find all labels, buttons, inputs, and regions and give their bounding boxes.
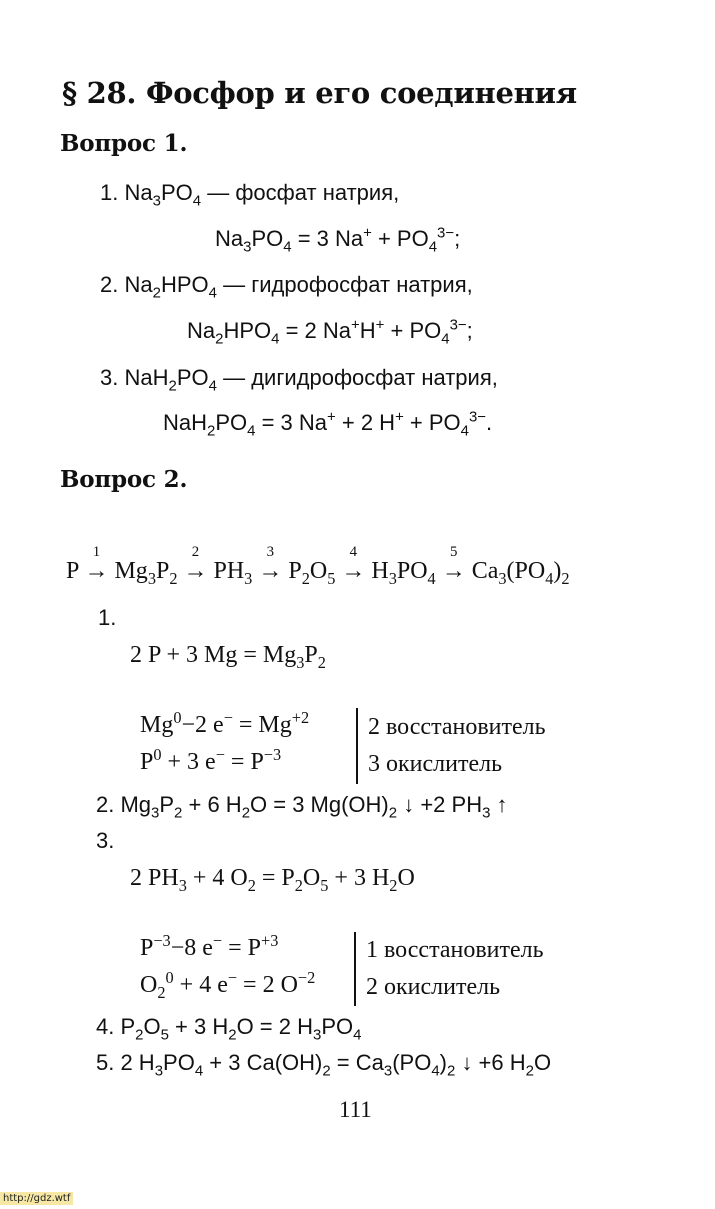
balance-1-divider [356, 708, 358, 784]
q1-item-1-formula: $Na_3PO_4$ [124, 180, 202, 210]
balance-1-role-2: 3 окислитель [368, 751, 503, 777]
balance-3-role-1: 1 восстановитель [366, 937, 544, 963]
step-3-number: 3. [96, 828, 115, 853]
page-number: 111 [339, 1097, 372, 1122]
step-3-equation: 2 $PH_3 + 4$ $O_2 = P_2O_5 + 3$ $H_2O$ [130, 865, 415, 895]
balance-3-divider [354, 932, 356, 1006]
q1-item-3 [100, 365, 498, 395]
page-title: § 28. Фосфор и его соединения [62, 76, 577, 110]
q1-item-2-number: 2. [100, 272, 119, 297]
q1-item-3-number: 3. [100, 365, 119, 390]
q1-item-2 [100, 272, 473, 302]
balance-3-role-2: 2 окислитель [366, 974, 501, 1000]
balance-3-line-2: $O_2^0 + 4$ e− = 2 $O^{-2}$ [140, 968, 316, 1002]
step-5-equation: 5. 2 $H_3PO_4 + 3$ $Ca(OH)_2 = Ca_3(PO_4)_2$ ↓ +6 $H_2O$ [96, 1050, 552, 1080]
q1-item-1-number: 1. [100, 180, 119, 205]
balance-1-line-2: $P^0 + 3$ $e^- = P^{-3}$ [140, 745, 282, 775]
q1-item-3-formula: $NaH_2PO_4$ [124, 365, 217, 395]
q1-item-3-name: дигидрофосфат натрия, [251, 365, 498, 390]
q1-item-2-dash: — [223, 272, 246, 297]
q1-item-2-name: гидрофосфат натрия, [251, 272, 473, 297]
step-4-equation: 4. $P_2O_5 + 3$ $H_2O = 2$ $H_3PO_4$ [96, 1014, 362, 1044]
step-1-number: 1. [98, 605, 117, 630]
transformation-chain: P 1 → $Mg_3P_2$ 2 → $PH_3$ 3 → $P_2O_5$ 4 → $H_3PO_4$ 5 → $Ca_3(PO_4)_2$ [66, 543, 570, 588]
q1-item-2-equation: $Na_2HPO_4 = 2$ $Na^+H^+ + PO_4^{3-}$; [187, 316, 473, 348]
q1-item-3-dash: — [223, 365, 246, 390]
q1-item-2-formula: $Na_2HPO_4$ [124, 272, 217, 302]
balance-3-line-1: $P^{-3}-8$ $e^- = P^{+3}$ [140, 931, 279, 961]
balance-1-role-1: 2 восстановитель [368, 714, 546, 740]
q1-item-1 [100, 180, 400, 210]
q1-item-1-equation: $Na_3PO_4 = 3$ $Na^+ + PO_4^{3-}$; [215, 224, 461, 256]
step-2-equation: 2. $Mg_3P_2 + 6$ $H_2O = 3$ $Mg(OH)_2$ ↓ +2 $PH_3$ ↑ [96, 792, 508, 822]
balance-1-line-1: $Mg^0-2$ $e^- = Mg^{+2}$ [140, 708, 310, 738]
question-1-heading: Вопрос 1. [60, 130, 188, 157]
q1-item-1-dash: — [207, 180, 230, 205]
q1-item-3-equation: $NaH_2PO_4 = 3$ Na+ + 2 $H^+ + PO_4^{3-}$. [163, 408, 493, 440]
watermark-link[interactable]: http://gdz.wtf [0, 1192, 73, 1205]
step-1-equation: 2 P + 3 $Mg = Mg_3P_2$ [130, 642, 326, 672]
question-2-heading: Вопрос 2. [60, 466, 188, 493]
q1-item-1-name: фосфат натрия, [235, 180, 400, 205]
